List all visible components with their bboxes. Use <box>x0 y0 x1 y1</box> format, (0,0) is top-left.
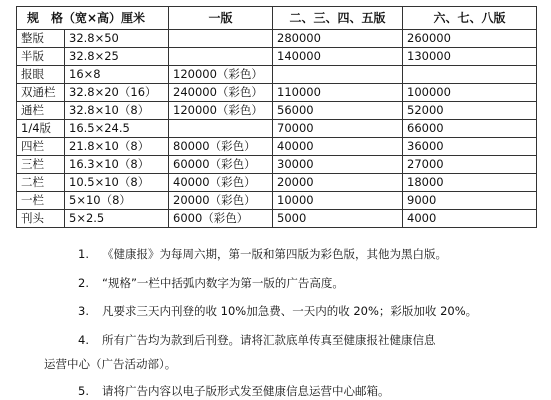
cell-price-pages-6-8: 36000 <box>403 138 537 156</box>
note-number: 5. <box>78 384 89 398</box>
header-page-1: 一版 <box>169 7 273 30</box>
cell-price-pages-6-8 <box>403 66 537 84</box>
note-text: “规格”一栏中括弧内数字为第一版的广告高度。 <box>102 276 344 290</box>
table-row <box>17 156 537 174</box>
cell-price-pages-2-5: 56000 <box>273 102 403 120</box>
cell-spec-size: 16.3×10（8） <box>65 156 169 174</box>
table-row <box>17 66 537 84</box>
cell-spec-name: 二栏 <box>17 174 65 192</box>
cell-price-pages-2-5: 40000 <box>273 138 403 156</box>
note-text: 运营中心（广告活动部）。 <box>44 357 177 371</box>
cell-price-pages-6-8: 66000 <box>403 120 537 138</box>
cell-price-pages-6-8: 4000 <box>403 210 537 228</box>
note-text: 请将广告内容以电子版形式发至健康信息运营中心邮箱。 <box>102 384 390 398</box>
cell-spec-size: 16.5×24.5 <box>65 120 169 138</box>
cell-price-pages-6-8: 18000 <box>403 174 537 192</box>
cell-price-page-1: 40000（彩色） <box>169 174 273 192</box>
cell-spec-name: 通栏 <box>17 102 65 120</box>
cell-spec-size: 32.8×50 <box>65 30 169 48</box>
table-header-row <box>17 7 537 30</box>
note-text: 《健康报》为每周六期，第一版和第四版为彩色版，其他为黑白版。 <box>102 247 447 261</box>
cell-price-pages-2-5: 10000 <box>273 192 403 210</box>
cell-spec-size: 16×8 <box>65 66 169 84</box>
cell-spec-name: 1/4版 <box>17 120 65 138</box>
cell-price-pages-2-5: 30000 <box>273 156 403 174</box>
cell-price-page-1: 120000（彩色） <box>169 102 273 120</box>
table-row <box>17 84 537 102</box>
cell-price-pages-2-5: 5000 <box>273 210 403 228</box>
table-row <box>17 192 537 210</box>
header-spec: 规 格（宽×高）厘米 <box>17 7 169 30</box>
cell-price-pages-6-8: 52000 <box>403 102 537 120</box>
table-row <box>17 120 537 138</box>
note-text: 所有广告均为款到后刊登。请将汇款底单传真至健康报社健康信息 <box>102 333 436 347</box>
cell-spec-name: 一栏 <box>17 192 65 210</box>
cell-price-page-1 <box>169 48 273 66</box>
cell-spec-size: 5×2.5 <box>65 210 169 228</box>
cell-spec-size: 32.8×20（16） <box>65 84 169 102</box>
table-row <box>17 138 537 156</box>
cell-price-page-1: 20000（彩色） <box>169 192 273 210</box>
note-item <box>78 303 477 319</box>
cell-price-pages-6-8: 9000 <box>403 192 537 210</box>
cell-price-page-1: 6000（彩色） <box>169 210 273 228</box>
cell-price-page-1: 240000（彩色） <box>169 84 273 102</box>
cell-price-page-1: 120000（彩色） <box>169 66 273 84</box>
note-item <box>78 246 447 262</box>
cell-price-pages-6-8: 100000 <box>403 84 537 102</box>
header-pages-2-5: 二、三、四、五版 <box>273 7 403 30</box>
cell-spec-name: 半版 <box>17 48 65 66</box>
cell-price-page-1 <box>169 120 273 138</box>
note-item-continuation <box>44 356 176 372</box>
note-number: 3. <box>78 304 89 318</box>
cell-price-pages-2-5: 20000 <box>273 174 403 192</box>
note-item <box>78 383 390 399</box>
cell-spec-name: 双通栏 <box>17 84 65 102</box>
cell-price-pages-6-8: 260000 <box>403 30 537 48</box>
cell-spec-name: 整版 <box>17 30 65 48</box>
table-row <box>17 210 537 228</box>
note-number: 4. <box>78 333 89 347</box>
cell-spec-size: 10.5×10（8） <box>65 174 169 192</box>
note-text: 凡要求三天内刊登的收 10%加急费、一天内的收 20%；彩版加收 20%。 <box>102 304 478 318</box>
header-pages-6-8: 六、七、八版 <box>403 7 537 30</box>
cell-price-pages-6-8: 27000 <box>403 156 537 174</box>
cell-price-pages-2-5: 70000 <box>273 120 403 138</box>
table-row <box>17 174 537 192</box>
cell-price-page-1 <box>169 30 273 48</box>
cell-spec-name: 三栏 <box>17 156 65 174</box>
cell-spec-name: 四栏 <box>17 138 65 156</box>
table-body <box>17 30 537 228</box>
table-row <box>17 48 537 66</box>
note-item <box>78 332 436 348</box>
cell-spec-name: 刊头 <box>17 210 65 228</box>
cell-spec-size: 32.8×25 <box>65 48 169 66</box>
cell-price-pages-2-5: 110000 <box>273 84 403 102</box>
note-item <box>78 275 344 291</box>
cell-spec-name: 报眼 <box>17 66 65 84</box>
table-row <box>17 102 537 120</box>
cell-price-pages-2-5: 280000 <box>273 30 403 48</box>
cell-price-page-1: 80000（彩色） <box>169 138 273 156</box>
cell-price-pages-6-8: 130000 <box>403 48 537 66</box>
cell-spec-size: 32.8×10（8） <box>65 102 169 120</box>
cell-spec-size: 21.8×10（8） <box>65 138 169 156</box>
ad-rate-table <box>16 6 537 228</box>
cell-price-pages-2-5: 140000 <box>273 48 403 66</box>
cell-price-page-1: 60000（彩色） <box>169 156 273 174</box>
note-number: 2. <box>78 276 89 290</box>
table-row <box>17 30 537 48</box>
note-number: 1. <box>78 247 89 261</box>
cell-price-pages-2-5 <box>273 66 403 84</box>
cell-spec-size: 5×10（8） <box>65 192 169 210</box>
